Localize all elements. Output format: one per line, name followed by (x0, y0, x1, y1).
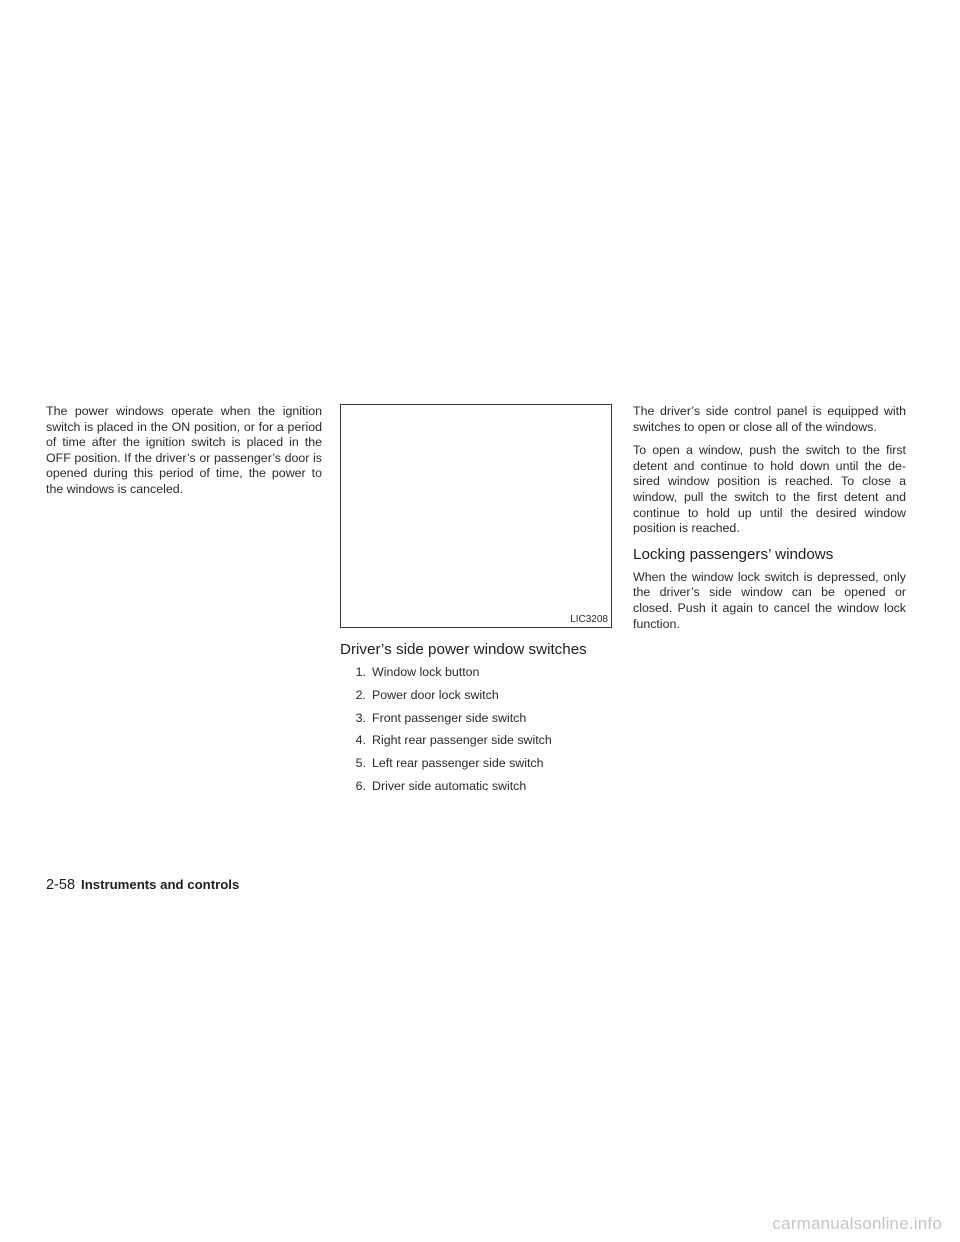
middle-column (340, 404, 612, 802)
item-number: 3. (355, 710, 366, 725)
list-item (340, 688, 612, 711)
item-label: Left rear passenger side switch (372, 756, 544, 771)
page-number: 2-58 (46, 877, 76, 893)
right-column (633, 404, 906, 640)
figure-caption: Driver’s side power window switches (340, 641, 587, 658)
figure-code: LIC3208 (570, 614, 608, 625)
list-item (340, 756, 612, 779)
control-panel-paragraph: The driver’s side control panel is equipped with switches to open or close all of the windows. (633, 404, 906, 434)
item-label: Front passenger side switch (372, 710, 527, 725)
left-column (46, 404, 322, 506)
window-lock-paragraph: When the window lock switch is depressed, only the driver’s side window can be opened or closed. Push it again to cancel the window lock function. (633, 569, 906, 631)
item-label: Window lock button (372, 665, 480, 679)
list-item (340, 711, 612, 734)
page-footer (46, 876, 239, 894)
list-item (340, 665, 612, 688)
intro-paragraph: The power windows operate when the ignition switch is placed in the ON position, or for a period of time after the ignition switch is placed in the OFF position. If the driver’s or passenger’s door is opened during this period of time, the power to the windows is canceled. (46, 404, 322, 496)
item-label: Driver side automatic switch (372, 778, 527, 793)
chapter-title: Instruments and controls (81, 877, 240, 892)
item-number: 2. (355, 687, 366, 702)
switch-figure (340, 404, 612, 628)
item-number: 6. (355, 778, 366, 793)
switch-list (340, 665, 612, 802)
list-item (340, 779, 612, 802)
item-number: 4. (355, 733, 366, 748)
list-item (340, 733, 612, 756)
item-label: Power door lock switch (372, 687, 499, 702)
item-number: 1. (355, 665, 366, 679)
item-number: 5. (355, 756, 366, 771)
watermark: carmanualsonline.info (772, 1214, 942, 1233)
locking-heading: Locking passengers’ windows (633, 545, 834, 563)
item-label: Right rear passenger side switch (372, 733, 552, 748)
open-close-paragraph: To open a window, push the switch to the first detent and continue to hold down until the de- sired window position is reached. To close a window, pull the switch to the first detent and continue to hold up until the desired window position is reached. (633, 443, 906, 536)
